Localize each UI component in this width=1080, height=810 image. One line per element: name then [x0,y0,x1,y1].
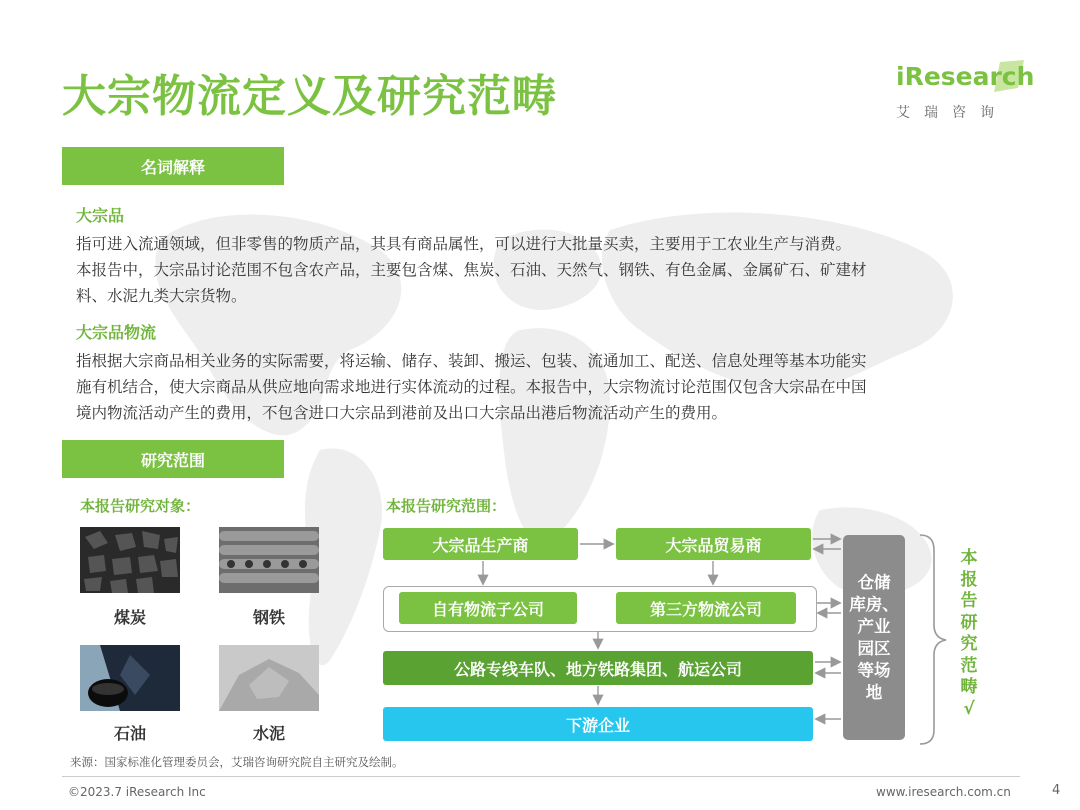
own-logistics-box: 自有物流子公司 [399,592,577,624]
page-number: 4 [1052,783,1061,798]
source-note: 来源：国家标准化管理委员会，艾瑞咨询研究院自主研究及绘制。 [70,755,404,769]
scope-vertical-note: 本报告研究范畴√ [960,548,978,719]
coal-image [80,527,180,593]
copyright: ©2023.7 iResearch Inc [68,785,206,799]
footer-divider [62,776,1020,777]
steel-image [219,527,319,593]
page-title: 大宗物流定义及研究范畴 [62,71,557,122]
producer-box: 大宗品生产商 [383,528,578,560]
term-bulk-logistics: 大宗品物流 [76,323,157,342]
warehouse-box [843,535,905,740]
research-range-label: 本报告研究范围： [386,497,507,515]
website-link[interactable]: www.iresearch.com.cn [876,785,1011,799]
transport-box: 公路专线车队、地方铁路集团、航运公司 [383,651,813,685]
object-label-steel: 钢铁 [252,608,285,627]
downstream-box: 下游企业 [383,707,813,741]
object-label-oil: 石油 [113,724,146,743]
term-bulk-logistics-definition [76,348,1006,426]
term-bulk-commodity: 大宗品 [76,206,125,225]
iresearch-logo [890,58,1035,128]
third-party-logistics-box: 第三方物流公司 [616,592,796,624]
definition-line: 指根据大宗商品相关业务的实际需要，将运输、储存、装卸、搬运、包装、流通加工、配送、信息处理等基本功能实 [76,352,867,370]
logo-subtitle: 艾瑞咨询 [896,105,1008,121]
definition-line: 施有机结合，使大宗商品从供应地向需求地进行实体流动的过程。本报告中，大宗物流讨论范围仅包含大宗品在中国 [76,378,867,396]
definition-line: 料、水泥九类大宗货物。 [76,287,247,305]
definition-line: 境内物流活动产生的费用，不包含进口大宗品到港前及出口大宗品出港后物流活动产生的费用。 [76,404,728,422]
warehouse-label: 仓储 库房、 产业 园区 等场 地 [849,572,899,702]
cement-image [219,645,319,711]
object-label-coal: 煤炭 [113,608,146,627]
scope-header: 研究范围 [62,440,284,478]
definition-line: 指可进入流通领域，但非零售的物质产品，其具有商品属性，可以进行大批量买卖，主要用于工农业生产与消费。 [76,235,852,253]
definitions-header: 名词解释 [62,147,284,185]
definition-line: 本报告中，大宗品讨论范围不包含农产品，主要包含煤、焦炭、石油、天然气、钢铁、有色金属、金属矿石、矿建材 [76,261,867,279]
logo-wordmark: iResearch [896,62,1035,91]
term-bulk-commodity-definition [76,231,1006,309]
oil-image [80,645,180,711]
trader-box: 大宗品贸易商 [616,528,811,560]
object-label-cement: 水泥 [252,724,285,743]
research-objects-label: 本报告研究对象： [80,497,201,515]
